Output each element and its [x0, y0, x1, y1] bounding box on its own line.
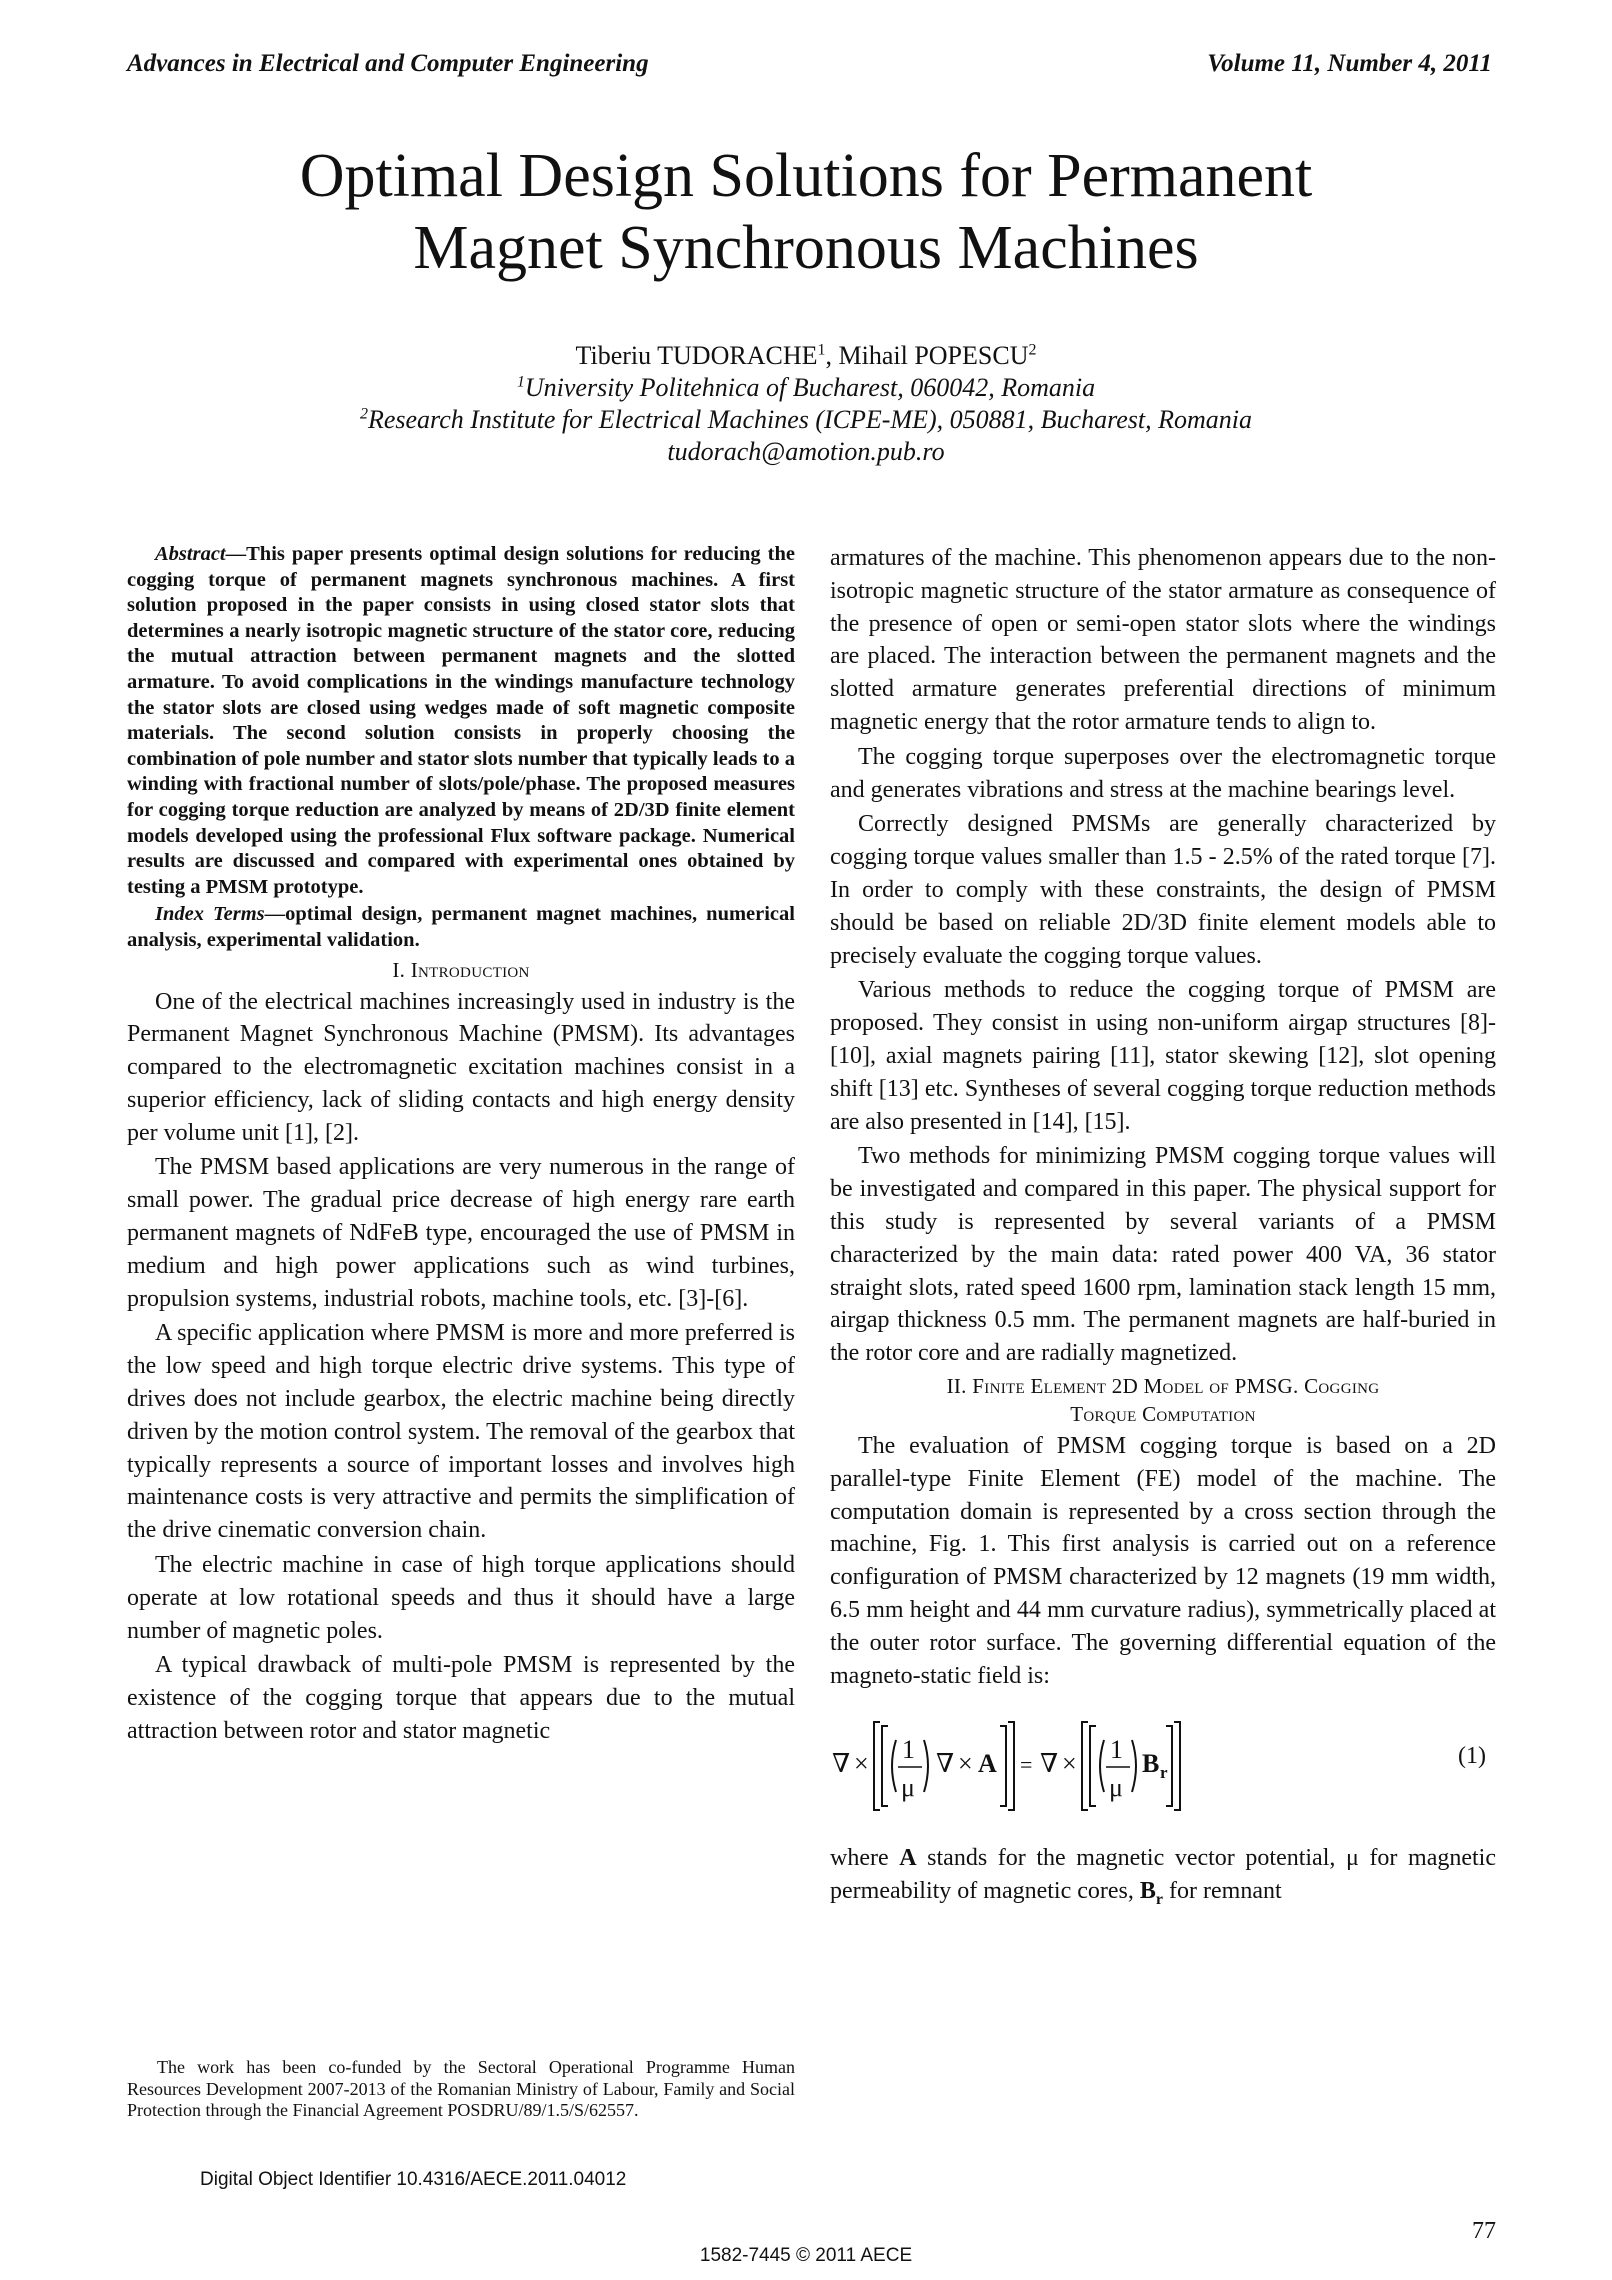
eq-B-sub: r — [1160, 1763, 1168, 1783]
paragraph: Correctly designed PMSMs are generally characterized by cogging torque values smaller than 1.5 - 2.5% of the rated torque [7]. In order to comply with these constraints, the design of PMSM should be based on reliable 2D/3D finite element models able to precisely evaluate the cogging torque values. — [830, 811, 1496, 969]
eq-mu-2: μ — [1109, 1773, 1123, 1803]
equation-1-formula — [830, 1710, 1190, 1820]
eq-times: × — [854, 1749, 869, 1779]
index-terms-label: Index Terms — [155, 903, 265, 926]
title-line-2: Magnet Synchronous Machines — [413, 214, 1199, 282]
eq-bracket-close-inner — [1000, 1726, 1006, 1806]
copyright-line: 1582-7445 © 2011 AECE — [699, 2245, 913, 2266]
eq-bracket-open-2 — [1082, 1722, 1088, 1810]
abstract-dash: — — [225, 543, 247, 565]
section-heading-1 — [127, 956, 795, 984]
eq-nabla-3: ∇ — [1040, 1749, 1059, 1779]
eq-paren-open-2 — [1100, 1740, 1104, 1792]
equation-1 — [830, 1710, 1496, 1820]
author-block — [120, 340, 1492, 468]
eq-one: 1 — [902, 1735, 915, 1765]
page-number: 77 — [1472, 2218, 1496, 2244]
paragraph: A specific application where PMSM is more and more preferred is the low speed and high torque electric drive systems. This type of drives does not include gearbox, the electric machine being directly driven by the motion control system. The removal of the gearbox that typically represents a source of important losses and involves high maintenance costs is very attractive and permits the simplification of the drive cinematic conversion chain. — [127, 1320, 795, 1544]
after-eq-B-sub: r — [1155, 1890, 1164, 1908]
author-names — [120, 340, 1492, 372]
eq-times-3: × — [1062, 1749, 1077, 1779]
eq-nabla: ∇ — [832, 1749, 851, 1779]
abstract-text: This paper presents optimal design solutions for reducing the cogging torque of permanent magnets synchronous machines. A first solution proposed in the paper consists in using closed stator slots that determines a nearly isotropic magnetic structure of the stator core, reducing the mutual attraction between permanent magnets and the slotted armature. To avoid complications in the windings manufacture technology the stator slots are closed using wedges made of soft magnetic composite materials. The second solution consists in properly choosing the combination of pole number and stator slots number that typically leads to a winding with fractional number of slots/pole/phase. The proposed measures for cogging torque reduction are analyzed by means of 2D/3D finite element models developed using the professional Flux software package. Numerical results are discussed and compared with experimental ones obtained by testing a PMSM prototype. — [127, 543, 795, 898]
footnote-text: The work has been co-funded by the Sectoral Operational Programme Human Resources Development 2007-2013 of the Romanian Ministry of Labour, Family and Social Protection through the Financial Agreement POSDRU/89/1.5/S/62557. — [127, 2057, 795, 2120]
eq-bracket-close — [1008, 1722, 1014, 1810]
journal-name: Advances in Electrical and Computer Engineering — [127, 50, 649, 77]
paragraph: The PMSM based applications are very numerous in the range of small power. The gradual price decrease of high energy rare earth permanent magnets of NdFeB type, encouraged the use of PMSM in medium and high power applications such as wind turbines, propulsion systems, industrial robots, machine tools, etc. [3]-[6]. — [127, 1154, 795, 1312]
author-1-sup: 1 — [817, 341, 826, 359]
after-eq-A: A — [899, 1845, 917, 1872]
eq-bracket-open — [874, 1722, 880, 1810]
doi-line[interactable]: Digital Object Identifier 10.4316/AECE.2011.04012 — [200, 2169, 627, 2190]
paragraph: A typical drawback of multi-pole PMSM is represented by the existence of the cogging torque that appears due to the mutual attraction between rotor and stator magnetic — [127, 1652, 795, 1745]
eq-paren-close-2 — [1132, 1740, 1136, 1792]
left-column — [127, 542, 795, 1750]
paragraph: Various methods to reduce the cogging torque of PMSM are proposed. They consist in using non-uniform airgap structures [8]-[10], axial magnets pairing [11], stator skewing [12], slot opening shift [13] etc. Syntheses of several cogging torque reduction methods are also presented in [14], [15]. — [830, 977, 1496, 1135]
eq-paren-open — [892, 1740, 896, 1792]
after-eq-text-3: for remnant — [1163, 1878, 1282, 1905]
paper-title — [120, 140, 1492, 284]
eq-times-2: × — [958, 1749, 973, 1779]
paragraph: armatures of the machine. This phenomenon appears due to the non-isotropic magnetic structure of the stator armature as consequence of the presence of open or semi-open stator slots where the windings are placed. The interaction between the permanent magnets and the slotted armature generates preferential directions of minimum magnetic energy that the rotor armature tends to align to. — [830, 545, 1496, 735]
after-eq-B: B — [1139, 1878, 1156, 1905]
eq-equals: = — [1020, 1752, 1033, 1778]
section-2-title-line-2: Torque Computation — [1070, 1401, 1256, 1426]
paragraph: Two methods for minimizing PMSM cogging torque values will be investigated and compared in this paper. The physical support for this study is represented by several variants of a PMSM characterized by the main data: rated power 400 VA, 36 stator straight slots, rated speed 1600 rpm, lamination stack length 15 mm, airgap thickness 0.5 mm. The permanent magnets are half-buried in the rotor core and are radially magnetized. — [830, 1143, 1496, 1367]
right-column — [830, 542, 1496, 1919]
eq-bracket-close-2 — [1174, 1722, 1180, 1810]
section-1-title: Introduction — [410, 957, 530, 982]
abstract-label: Abstract — [155, 543, 226, 565]
volume-info: Volume 11, Number 4, 2011 — [1207, 50, 1492, 77]
affiliation-1 — [120, 372, 1492, 404]
funding-footnote — [127, 2057, 795, 2122]
author-2-sup: 2 — [1028, 341, 1037, 359]
aff-2-sup: 2 — [359, 405, 368, 423]
author-sep: , — [825, 341, 839, 370]
index-terms-text: optimal design, permanent magnet machines, numerical analysis, experimental validation. — [127, 903, 795, 951]
aff-1-sup: 1 — [516, 373, 525, 391]
title-line-1: Optimal Design Solutions for Permanent — [299, 142, 1313, 210]
eq-B: B — [1142, 1749, 1160, 1779]
aff-2-text: Research Institute for Electrical Machines (ICPE-ME), 050881, Bucharest, Romania — [367, 405, 1253, 434]
paragraph: One of the electrical machines increasingly used in industry is the Permanent Magnet Synchronous Machine (PMSM). Its advantages compared to the electromagnetic excitation machines consist in a superior efficiency, lack of sliding contacts and high energy density per volume unit [1], [2]. — [127, 988, 795, 1146]
author-1: Tiberiu TUDORACHE — [575, 341, 818, 370]
after-eq-text-2: stands for the magnetic vector potential, μ for magnetic permeability of magnetic cores, — [830, 1845, 1496, 1905]
section-heading-2 — [830, 1372, 1496, 1428]
eq-bracket-open-2-inner — [1090, 1726, 1096, 1806]
eq-mu: μ — [901, 1773, 915, 1803]
equation-number: (1) — [1458, 1743, 1486, 1770]
paragraph-after-equation — [830, 1842, 1496, 1916]
index-terms-dash: — — [264, 903, 286, 926]
section-1-num: I. — [392, 957, 406, 982]
abstract — [127, 542, 795, 900]
affiliation-2 — [120, 404, 1492, 436]
eq-A: A — [978, 1749, 997, 1779]
author-email[interactable]: tudorach@amotion.pub.ro — [667, 437, 945, 466]
aff-1-text: University Politehnica of Bucharest, 060042, Romania — [524, 373, 1096, 402]
index-terms — [127, 902, 795, 953]
eq-bracket-open-inner — [882, 1726, 888, 1806]
after-eq-text-1: where — [830, 1845, 900, 1872]
author-2: Mihail POPESCU — [838, 341, 1029, 370]
paragraph: The cogging torque superposes over the electromagnetic torque and generates vibrations and stress at the machine bearings level. — [830, 743, 1496, 803]
eq-paren-close — [924, 1740, 928, 1792]
section-2-title-line-1: Finite Element 2D Model of PMSG. Cogging — [972, 1373, 1380, 1398]
paragraph: The electric machine in case of high torque applications should operate at low rotational speeds and thus it should have a large number of magnetic poles. — [127, 1552, 795, 1644]
eq-one-2: 1 — [1110, 1735, 1123, 1765]
section-2-num: II. — [946, 1373, 967, 1398]
eq-nabla-2: ∇ — [936, 1749, 955, 1779]
paragraph: The evaluation of PMSM cogging torque is based on a 2D parallel-type Finite Element (FE) model of the machine. The computation domain is represented by a cross section through the machine, Fig. 1. This first analysis is carried out on a reference configuration of PMSM characterized by 12 magnets (19 mm width, 6.5 mm height and 44 mm curvature radius), symmetrically placed at the outer rotor surface. The governing differential equation of the magneto-static field is: — [830, 1432, 1496, 1689]
